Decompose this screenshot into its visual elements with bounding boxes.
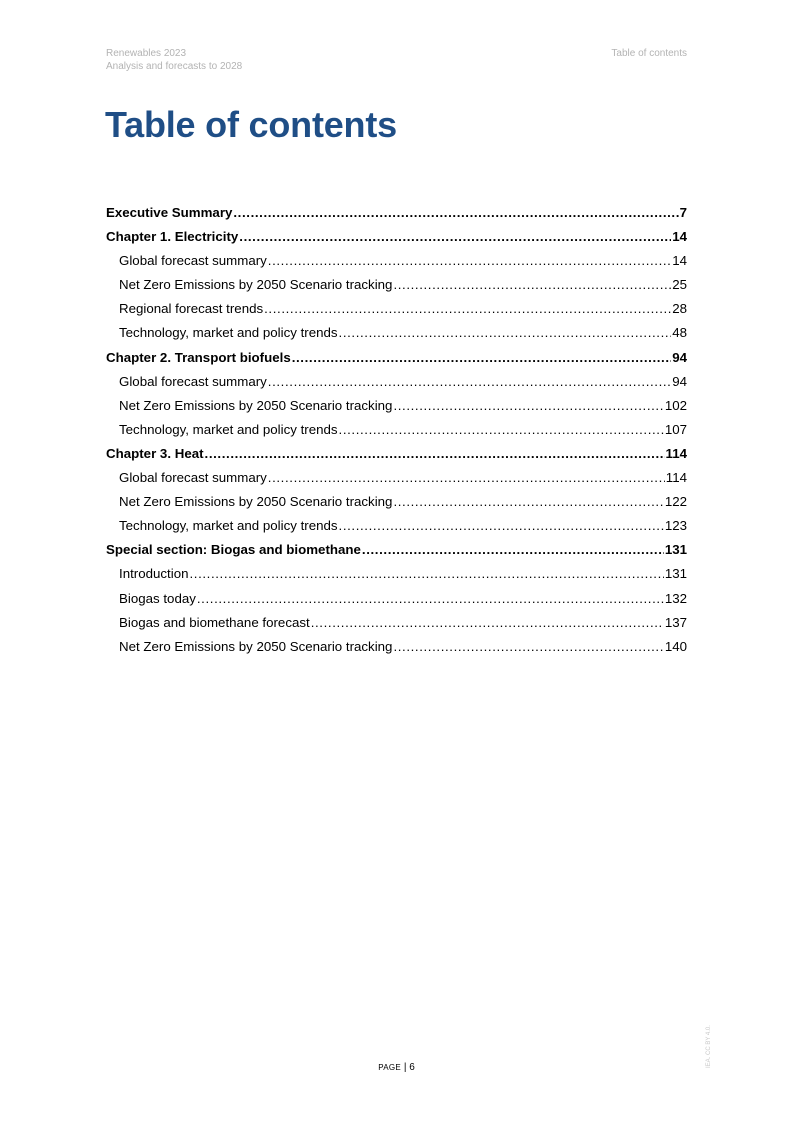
toc-dot-leader [393,635,663,659]
toc-page-number: 28 [672,301,687,317]
toc-dot-leader [339,418,664,442]
toc-entry-title: Special section: Biogas and biomethane [106,542,361,558]
page-footer [0,1062,793,1073]
toc-entry-title: Net Zero Emissions by 2050 Scenario tracking [119,397,393,413]
toc-dot-leader [189,562,663,586]
toc-dot-leader [362,538,664,562]
toc-entry-title: Chapter 2. Transport biofuels [106,349,291,365]
running-header-section: Table of contents [611,48,687,59]
page-title: Table of contents [105,104,397,145]
toc-section-entry[interactable] [106,514,687,538]
toc-dot-leader [264,297,671,321]
toc-entry-title: Technology, market and policy trends [119,518,338,534]
toc-dot-leader [268,466,665,490]
toc-entry-title: Global forecast summary [119,253,267,269]
toc-section-entry[interactable] [106,562,687,586]
toc-section-entry[interactable] [106,394,687,418]
document-subtitle: Analysis and forecasts to 2028 [106,61,243,72]
toc-entry-title: Biogas and biomethane forecast [119,614,310,630]
toc-chapter-entry[interactable] [106,201,687,225]
toc-entry-title: Technology, market and policy trends [119,421,338,437]
toc-entry-title: Chapter 3. Heat [106,445,204,461]
toc-chapter-entry[interactable] [106,225,687,249]
toc-section-entry[interactable] [106,370,687,394]
toc-entry-title: Regional forecast trends [119,301,264,317]
toc-section-entry[interactable] [106,635,687,659]
toc-page-number: 114 [665,470,687,486]
toc-section-entry[interactable] [106,466,687,490]
toc-dot-leader [233,201,678,225]
toc-page-number: 14 [672,229,687,245]
document-title: Renewables 2023 [106,48,187,59]
toc-page-number: 114 [665,445,687,461]
page-separator: | [403,1062,407,1073]
toc-page-number: 48 [672,325,687,341]
page-number: 6 [409,1062,415,1073]
toc-section-entry[interactable] [106,321,687,345]
toc-page-number: 14 [672,253,687,269]
toc-dot-leader [393,273,671,297]
license-mark: IEA. CC BY 4.0. [706,1025,712,1068]
toc-chapter-entry[interactable] [106,538,687,562]
toc-dot-leader [205,442,665,466]
toc-section-entry[interactable] [106,249,687,273]
toc-entry-title: Net Zero Emissions by 2050 Scenario tracking [119,494,393,510]
table-of-contents [106,201,687,659]
toc-chapter-entry[interactable] [106,442,687,466]
toc-section-entry[interactable] [106,490,687,514]
toc-dot-leader [339,321,672,345]
toc-dot-leader [268,370,671,394]
toc-page-number: 94 [672,373,687,389]
toc-entry-title: Net Zero Emissions by 2050 Scenario tracking [119,638,393,654]
toc-section-entry[interactable] [106,587,687,611]
toc-entry-title: Global forecast summary [119,373,267,389]
toc-dot-leader [339,514,664,538]
toc-page-number: 131 [664,542,687,558]
toc-section-entry[interactable] [106,418,687,442]
toc-entry-title: Biogas today [119,590,196,606]
toc-dot-leader [239,225,671,249]
toc-entry-title: Technology, market and policy trends [119,325,338,341]
toc-entry-title: Executive Summary [106,205,233,220]
toc-dot-leader [393,394,663,418]
toc-page-number: 122 [664,494,687,510]
toc-dot-leader [197,587,664,611]
toc-section-entry[interactable] [106,611,687,635]
toc-dot-leader [268,249,671,273]
running-header-left [106,47,242,73]
toc-dot-leader [393,490,663,514]
toc-page-number: 123 [664,518,687,534]
toc-dot-leader [292,346,671,370]
toc-entry-title: Net Zero Emissions by 2050 Scenario tracking [119,277,393,293]
toc-section-entry[interactable] [106,297,687,321]
toc-entry-title: Chapter 1. Electricity [106,229,239,245]
toc-page-number: 7 [679,205,687,220]
toc-page-number: 131 [664,566,687,582]
toc-section-entry[interactable] [106,273,687,297]
toc-entry-title: Introduction [119,566,189,582]
toc-page-number: 140 [664,638,687,654]
toc-page-number: 132 [664,590,687,606]
page-label: PAGE [378,1063,402,1072]
toc-page-number: 102 [664,397,687,413]
toc-dot-leader [311,611,664,635]
toc-page-number: 94 [672,349,687,365]
toc-entry-title: Global forecast summary [119,470,267,486]
toc-chapter-entry[interactable] [106,346,687,370]
toc-page-number: 107 [664,421,687,437]
toc-page-number: 25 [672,277,687,293]
toc-page-number: 137 [664,614,687,630]
